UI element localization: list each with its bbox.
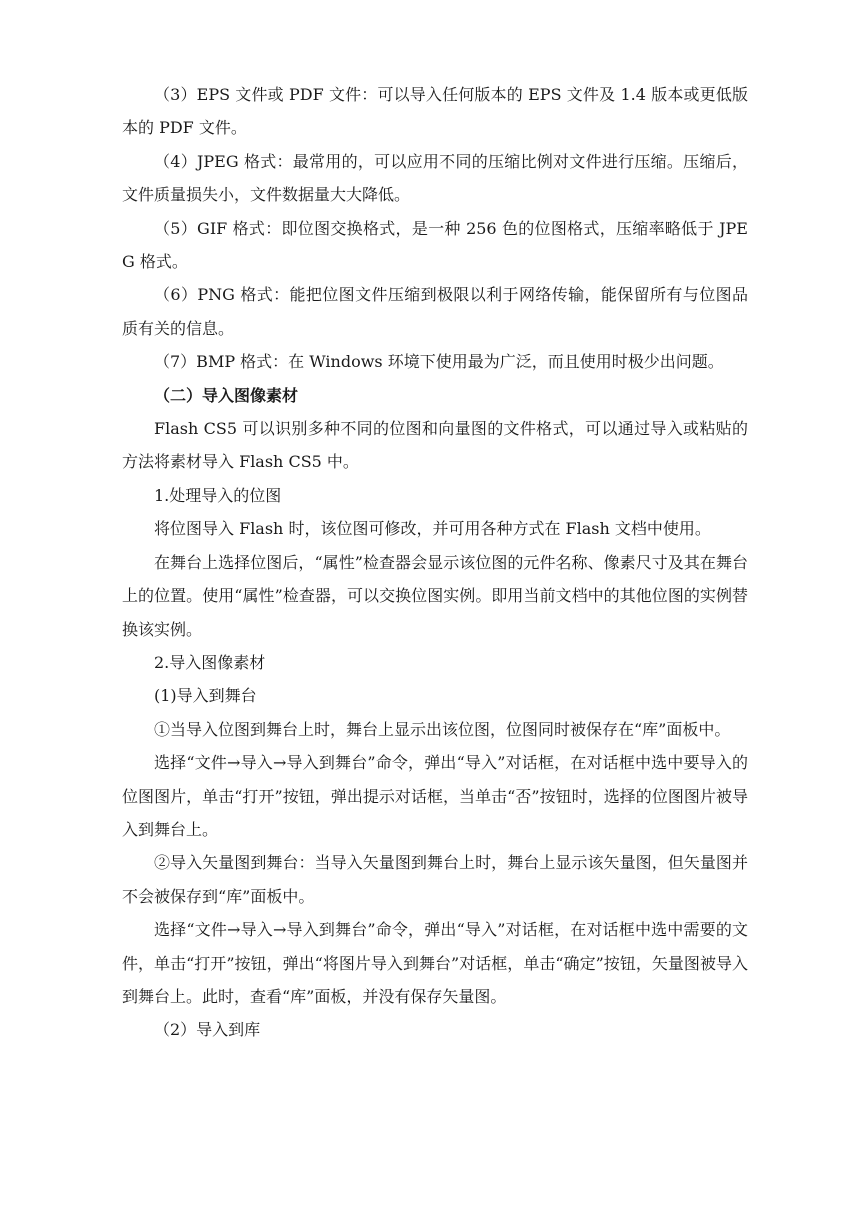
- paragraph-png: （6）PNG 格式：能把位图文件压缩到极限以利于网络传输，能保留所有与位图品质有关的信息。: [122, 285, 748, 338]
- paragraph-gif: （5）GIF 格式：即位图交换格式，是一种 256 色的位图格式，压缩率略低于 JPEG 格式。: [122, 218, 748, 272]
- paragraph-bitmap-stage: ①当导入位图到舞台上时，舞台上显示出该位图，位图同时被保存在“库”面板中。: [154, 719, 731, 739]
- paragraph-vector-steps: 选择“文件→导入→导入到舞台”命令，弹出“导入”对话框，在对话框中选中需要的文件，单击“打开”按钮，弹出“将图片导入到舞台”对话框，单击“确定”按钮，矢量图被导入到舞台上。此时，查看“库”面板，并没有保存矢量图。: [122, 920, 748, 1006]
- subheading-import-library: （2）导入到库: [154, 1020, 261, 1040]
- paragraph-properties: 在舞台上选择位图后，“属性”检查器会显示该位图的元件名称、像素尺寸及其在舞台上的位置。使用“属性”检查器，可以交换位图实例。即用当前文档中的其他位图的实例替换该实例。: [122, 552, 748, 639]
- paragraph-bitmap-steps: 选择“文件→导入→导入到舞台”命令，弹出“导入”对话框，在对话框中选中要导入的位图图片，单击“打开”按钮，弹出提示对话框，当单击“否”按钮时，选择的位图图片被导入到舞台上。: [122, 753, 748, 839]
- subheading-process-bitmap: 1.处理导入的位图: [154, 485, 282, 505]
- paragraph-bmp: （7）BMP 格式：在 Windows 环境下使用最为广泛，而且使用时极少出问题。: [154, 352, 724, 372]
- paragraph-jpeg: （4）JPEG 格式：最常用的，可以应用不同的压缩比例对文件进行压缩。压缩后，文件质量损失小，文件数据量大大降低。: [122, 151, 748, 205]
- subheading-import-stage: (1)导入到舞台: [154, 686, 257, 706]
- paragraph-intro: Flash CS5 可以识别多种不同的位图和向量图的文件格式，可以通过导入或粘贴的方法将素材导入 Flash CS5 中。: [122, 419, 748, 472]
- paragraph-bitmap-edit: 将位图导入 Flash 时，该位图可修改，并可用各种方式在 Flash 文档中使用。: [154, 519, 711, 539]
- document-page: [122, 78, 748, 1047]
- section-heading: （二）导入图像素材: [154, 385, 299, 405]
- subheading-import-image: 2.导入图像素材: [154, 652, 266, 672]
- paragraph-vector-stage: ②导入矢量图到舞台：当导入矢量图到舞台上时，舞台上显示该矢量图，但矢量图并不会被保存到“库”面板中。: [122, 853, 748, 906]
- paragraph-eps-pdf: （3）EPS 文件或 PDF 文件：可以导入任何版本的 EPS 文件及 1.4 版本或更低版本的 PDF 文件。: [122, 85, 748, 138]
